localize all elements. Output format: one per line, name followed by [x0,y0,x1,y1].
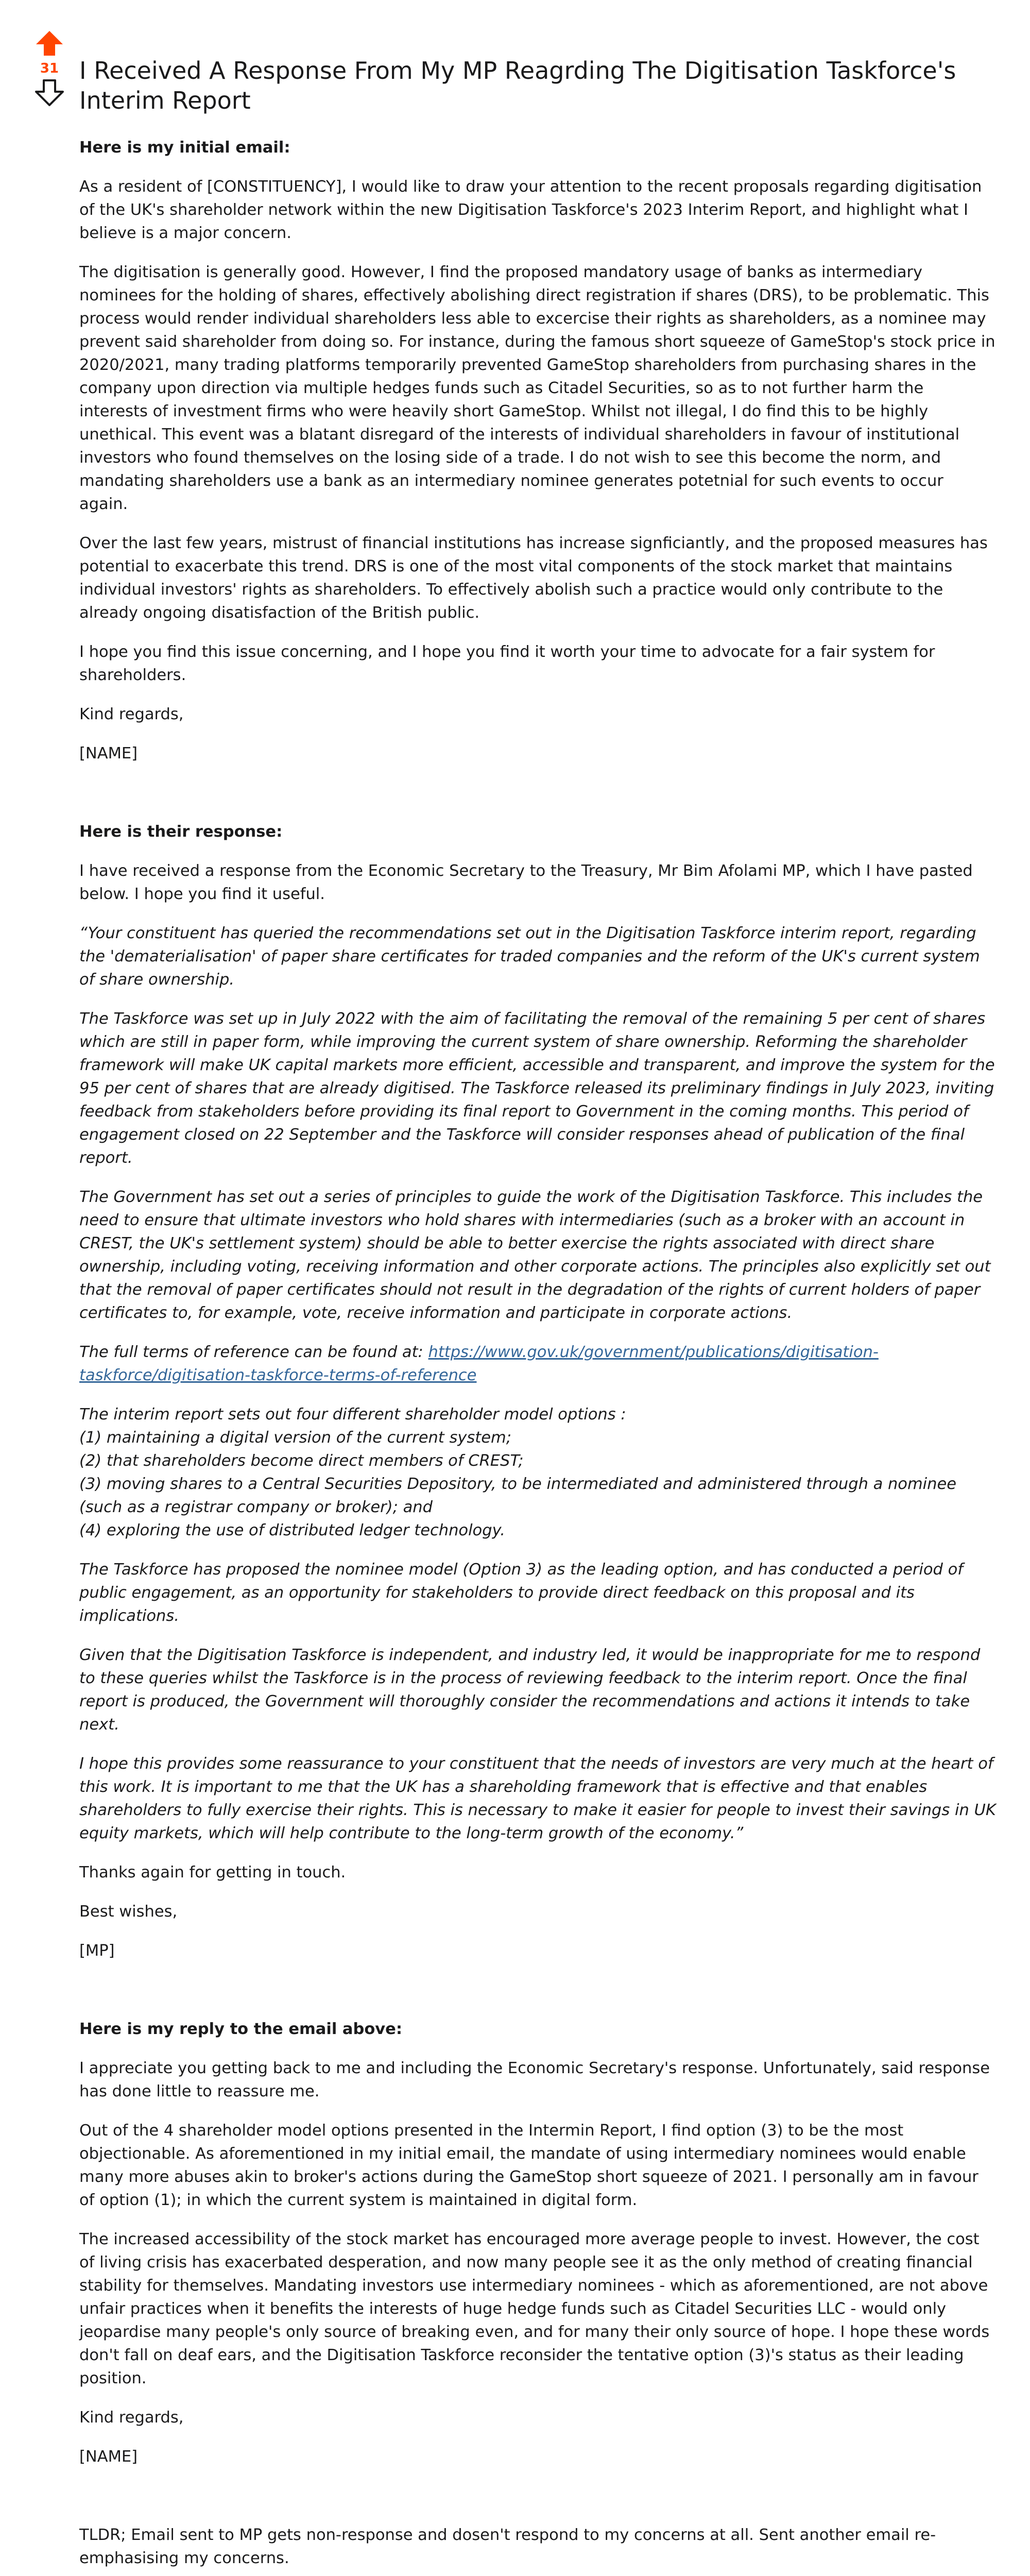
section-heading-reply: Here is my reply to the email above: [79,2020,403,2038]
downvote-arrow-icon[interactable] [34,79,65,106]
quote-paragraph: Given that the Digitisation Taskforce is independent, and industry led, it would be inappropriate for me to respond to these queries whilst the Taskforce is in the process of reviewing feedback to the interim report. Once the final report is produced, the Government will thoroughly consider the recommendations and actions it intends to take next. [79,1646,981,1734]
paragraph: I appreciate you getting back to me and including the Economic Secretary's response. Unfortunately, said response has done little to reassure me. [79,2059,990,2100]
spacer [79,2484,996,2523]
signature: [MP] [79,1942,115,1960]
quote-paragraph: The Taskforce was set up in July 2022 with the aim of facilitating the removal of the remaining 5 per cent of shares which are still in paper form, while improving the current system of share ownership. Reforming the shareholder framework will make UK capital markets more efficient, accessible and transparent, and improve the system for the 95 per cent of shares that are already digitised. The Taskforce released its preliminary findings in July 2023, inviting feedback from stakeholders before providing its final report to Government in the coming months. This period of engagement closed on 22 September and the Taskforce will consider responses ahead of publication of the final report. [79,1010,995,1167]
section-heading-response: Here is their response: [79,823,283,841]
quote-paragraph: I hope this provides some reassurance to your constituent that the needs of investors are very much at the heart of this work. It is important to me that the UK has a shareholding framework that is effective and that enables shareholders to fully exercise their rights. This is necessary to make it easier for people to invest their savings in UK equity markets, which will help contribute to the long-term growth of the economy.” [79,1755,996,1842]
paragraph: Thanks again for getting in touch. [79,1863,346,1882]
signature: [NAME] [79,2448,138,2466]
paragraph: Over the last few years, mistrust of financial institutions has increase signficiantly, and the proposed measures has potential to exacerbate this trend. DRS is one of the most vital components of the stock market that maintains individual investors' rights as shareholders. To effectively abolish such a practice would only contribute to the already ongoing disatisfaction of the British public. [79,534,988,622]
vote-score: 31 [40,61,59,76]
quote-paragraph: “Your constituent has queried the recommendations set out in the Digitisation Taskforce interim report, regarding the 'dematerialisation' of paper share certificates for traded companies and the reform of the UK's current system of share ownership. [79,924,980,989]
quote-paragraph: The Taskforce has proposed the nominee model (Option 3) as the leading option, and has conducted a period of public engagement, as an opportunity for stakeholders to provide direct feedback on this proposal and its implications. [79,1561,964,1625]
paragraph: As a resident of [CONSTITUENCY], I would like to draw your attention to the recent proposals regarding digitisation of the UK's shareholder network within the new Digitisation Taskforce's 2023 Interim Report, and highlight what I believe is a major concern. [79,178,982,242]
option-item: (1) maintaining a digital version of the current system; [79,1429,512,1447]
paragraph: I have received a response from the Economic Secretary to the Treasury, Mr Bim Afolami MP, which I have pasted below. I hope you find it useful. [79,862,973,903]
section-heading-initial-email: Here is my initial email: [79,139,290,157]
post-title[interactable]: I Received A Response From My MP Reagrding The Digitisation Taskforce's Interim Report [79,57,956,114]
paragraph: Out of the 4 shareholder model options presented in the Intermin Report, I find option (3) to be the most objectionable. As aforementioned in my initial email, the mandate of using intermediary nominees would enable many more abuses akin to broker's actions during the GameStop short squeeze of 2021. I personally am in favour of option (1); in which the current system is maintained in digital form. [79,2122,978,2209]
sign-off: Kind regards, [79,2409,184,2427]
option-item: (2) that shareholders become direct members of CREST; [79,1452,524,1470]
upvote-arrow-icon[interactable] [34,30,65,57]
option-item: (3) moving shares to a Central Securities Depository, to be intermediated and administered through a nominee (such as a registrar company or broker); and [79,1475,957,1516]
option-item: (4) exploring the use of distributed ledger technology. [79,1521,505,1539]
tldr: TLDR; Email sent to MP gets non-response and dosen't respond to my concerns at all. Sent another email re-emphasising my concerns. [79,2526,936,2567]
options-intro: The interim report sets out four different shareholder model options : [79,1405,626,1423]
vote-column [34,30,65,106]
terms-link[interactable]: https://www.gov.uk/government/publications/digitisation-taskforce/digitisation-taskforce-terms-of-reference [79,1343,879,1384]
signature: [NAME] [79,744,138,762]
spacer [79,1978,996,2018]
quote-paragraph: The Government has set out a series of principles to guide the work of the Digitisation Taskforce. This includes the need to ensure that ultimate investors who hold shares with intermediaries (such as a broker with an account in CREST, the UK's settlement system) should be able to better exercise the rights associated with direct share ownership, including voting, receiving information and other corporate actions. The principles also explicitly set out that the removal of paper certificates should not result in the degradation of the rights of current holders of paper certificates to, for example, vote, receive information and participate in corporate actions. [79,1188,991,1322]
terms-prefix: The full terms of reference can be found at: [79,1343,428,1361]
paragraph: The increased accessibility of the stock market has encouraged more average people to invest. However, the cost of living crisis has exacerbated desperation, and now many people see it as the only method of creating financial stability for themselves. Mandating investors use intermediary nominees - which as aforementioned, are not above unfair practices when it benefits the interests of huge hedge funds such as Citadel Securities LLC - would only jeopardise many people's only source of breaking even, and for many their only source of hope. I hope these words don't fall on deaf ears, and the Digitisation Taskforce reconsider the tentative option (3)'s status as their leading position. [79,2230,990,2387]
options-list [79,1403,996,1542]
spacer [79,781,996,820]
paragraph: The digitisation is generally good. However, I find the proposed mandatory usage of banks as intermediary nominees for the holding of shares, effectively abolishing direct registration if shares (DRS), to be problematic. This process would render individual shareholders less able to excercise their rights as shareholders, as a nominee may prevent said shareholder from doing so. For instance, during the famous short squeeze of GameStop's stock price in 2020/2021, many trading platforms temporarily prevented GameStop shareholders from purchasing shares in the company upon direction via multiple hedges funds such as Citadel Securities, so as to not further harm the interests of investment firms who were heavily short GameStop. Whilst not illegal, I do find this to be highly unethical. This event was a blatant disregard of the interests of individual shareholders in favour of institutional investors who found themselves on the losing side of a trade. I do not wish to see this become the norm, and mandating shareholders use a bank as an intermediary nominee generates potetnial for such events to occur again. [79,263,995,513]
terms-of-reference [79,1341,996,1387]
paragraph: I hope you find this issue concerning, and I hope you find it worth your time to advocate for a fair system for shareholders. [79,643,935,684]
sign-off: Best wishes, [79,1903,178,1921]
sign-off: Kind regards, [79,705,184,723]
post-body [79,56,996,2576]
